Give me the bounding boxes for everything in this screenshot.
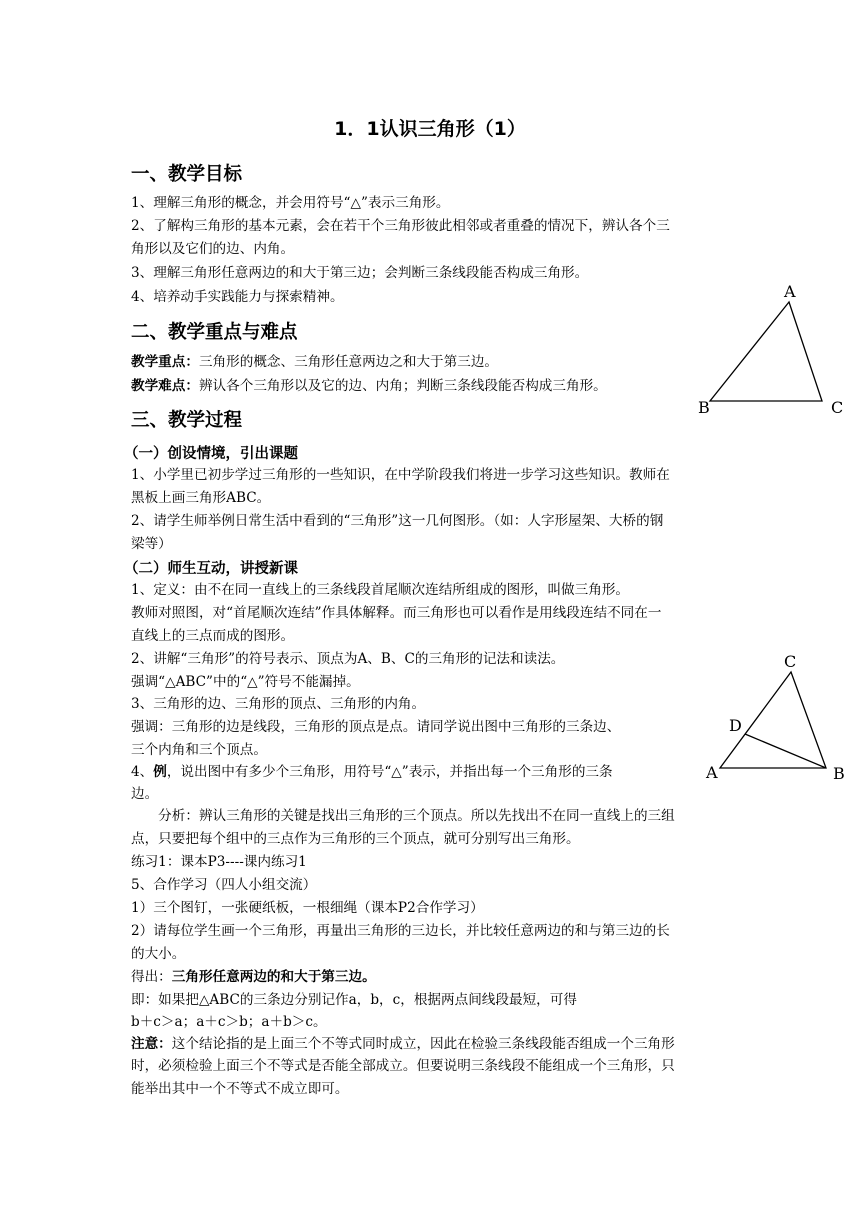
coop-line-3: 2）请每位学生画一个三角形，再量出三角形的三边长，并比较任意两边的和与第三边的长 <box>131 923 670 939</box>
section-heading-goals: 一、教学目标 <box>131 164 243 185</box>
difficulty-label: 教学难点： <box>131 378 199 394</box>
vertex-label-b2: B <box>833 764 845 783</box>
key-point-label: 教学重点： <box>131 354 199 370</box>
sub1-line-4: 梁等） <box>131 536 172 552</box>
vertex-label-a: A <box>784 282 796 301</box>
vertex-label-c: C <box>831 398 844 417</box>
note-line-1 <box>131 1034 675 1054</box>
goal-line-2: 2、了解构三角形的基本元素，会在若干个三角形彼此相邻或者重叠的情况下，辨认各个三 <box>131 218 670 234</box>
example-line-2: 边。 <box>131 786 159 802</box>
sub2-line-5: 强调“△ABC”中的“△”符号不能漏掉。 <box>131 674 360 690</box>
difficulty-text: 辨认各个三角形以及它的边、内角；判断三条线段能否构成三角形。 <box>198 378 607 394</box>
section-heading-process: 三、教学过程 <box>131 410 243 431</box>
subsection-heading-2: （二）师生互动，讲授新课 <box>124 561 298 577</box>
note-text: 这个结论指的是上面三个不等式同时成立，因此在检验三条线段能否组成一个三角形 <box>171 1036 675 1052</box>
practice-line: 练习1：课本P3----课内练习1 <box>131 854 307 870</box>
goal-line-5: 4、培养动手实践能力与探索精神。 <box>131 289 344 305</box>
coop-line-2: 1）三个图钉，一张硬纸板，一根细绳（课本P2合作学习） <box>131 900 484 916</box>
sub2-line-1: 1、定义：由不在同一直线上的三条线段首尾顺次连结所组成的图形，叫做三角形。 <box>131 582 630 598</box>
vertex-label-b: B <box>698 398 710 417</box>
vertex-label-a2: A <box>706 763 718 782</box>
key-point-line <box>131 352 498 372</box>
inequality-line-2: b＋c＞a；a＋c＞b；a＋b＞c。 <box>131 1014 327 1030</box>
inequality-line-1: 即：如果把△ABC的三条边分别记作a，b，c，根据两点间线段最短，可得 <box>131 992 577 1008</box>
goal-line-4: 3、理解三角形任意两边的和大于第三边；会判断三条线段能否构成三角形。 <box>131 265 589 281</box>
goal-line-3: 角形以及它们的边、内角。 <box>131 241 295 257</box>
sub1-line-1: 1、小学里已初步学过三角形的一些知识，在中学阶段我们将进一步学习这些知识。教师在 <box>131 467 670 483</box>
example-text: ，说出图中有多少个三角形，用符号“△”表示，并指出每一个三角形的三条 <box>166 764 613 780</box>
note-line-2: 时，必须检验上面三个不等式是否能全部成立。但要说明三条线段不能组成一个三角形，只 <box>131 1058 675 1074</box>
analysis-line-1: 分析：辨认三角形的关键是找出三角形的三个顶点。所以先找出不在同一直线上的三组 <box>131 808 675 824</box>
triangle-with-d-figure <box>700 648 860 788</box>
triangle-abc-shape <box>710 302 822 401</box>
analysis-line-2: 点，只要把每个组中的三点作为三角形的三个顶点，就可分别写出三角形。 <box>131 831 580 847</box>
coop-line-4: 的大小。 <box>131 946 186 962</box>
coop-line-1: 5、合作学习（四人小组交流） <box>131 877 317 893</box>
vertex-label-d: D <box>729 716 742 735</box>
sub1-line-3: 2、请学生师举例日常生活中看到的“三角形”这一几何图形。（如：人字形屋架、大桥的钢 <box>131 513 664 529</box>
sub2-line-2: 教师对照图，对“首尾顺次连结”作具体解释。而三角形也可以看作是用线段连结不同在一 <box>131 605 662 621</box>
goal-line-1: 1、理解三角形的概念，并会用符号“△”表示三角形。 <box>131 195 450 211</box>
example-label: 例 <box>153 764 167 780</box>
triangle-abc-figure <box>690 276 860 426</box>
sub2-line-7: 强调：三角形的边是线段，三角形的顶点是点。请同学说出图中三角形的三条边、 <box>131 719 621 735</box>
example-prefix: 4、 <box>131 764 154 780</box>
key-point-text: 三角形的概念、三角形任意两边之和大于第三边。 <box>198 354 499 370</box>
conclusion-text: 三角形任意两边的和大于第三边。 <box>171 969 376 985</box>
segment-db <box>745 734 826 768</box>
conclusion-label: 得出： <box>131 969 172 985</box>
conclusion-line <box>131 967 376 987</box>
sub2-line-3: 直线上的三点而成的图形。 <box>131 628 295 644</box>
difficulty-line <box>131 376 607 396</box>
subsection-heading-1: （一）创设情境，引出课题 <box>124 446 298 462</box>
sub2-line-6: 3、三角形的边、三角形的顶点、三角形的内角。 <box>131 696 426 712</box>
sub1-line-2: 黑板上画三角形ABC。 <box>131 490 271 506</box>
page-title: 1．1认识三角形（1） <box>334 118 526 140</box>
note-label: 注意： <box>131 1036 172 1052</box>
sub2-line-4: 2、讲解“三角形”的符号表示、顶点为A、B、C的三角形的记法和读法。 <box>131 651 565 667</box>
note-line-3: 能举出其中一个不等式不成立即可。 <box>131 1081 349 1097</box>
sub2-line-8: 三个内角和三个顶点。 <box>131 742 267 758</box>
vertex-label-c2: C <box>784 652 797 671</box>
section-heading-key-points: 二、教学重点与难点 <box>131 322 298 343</box>
example-line <box>131 762 613 782</box>
